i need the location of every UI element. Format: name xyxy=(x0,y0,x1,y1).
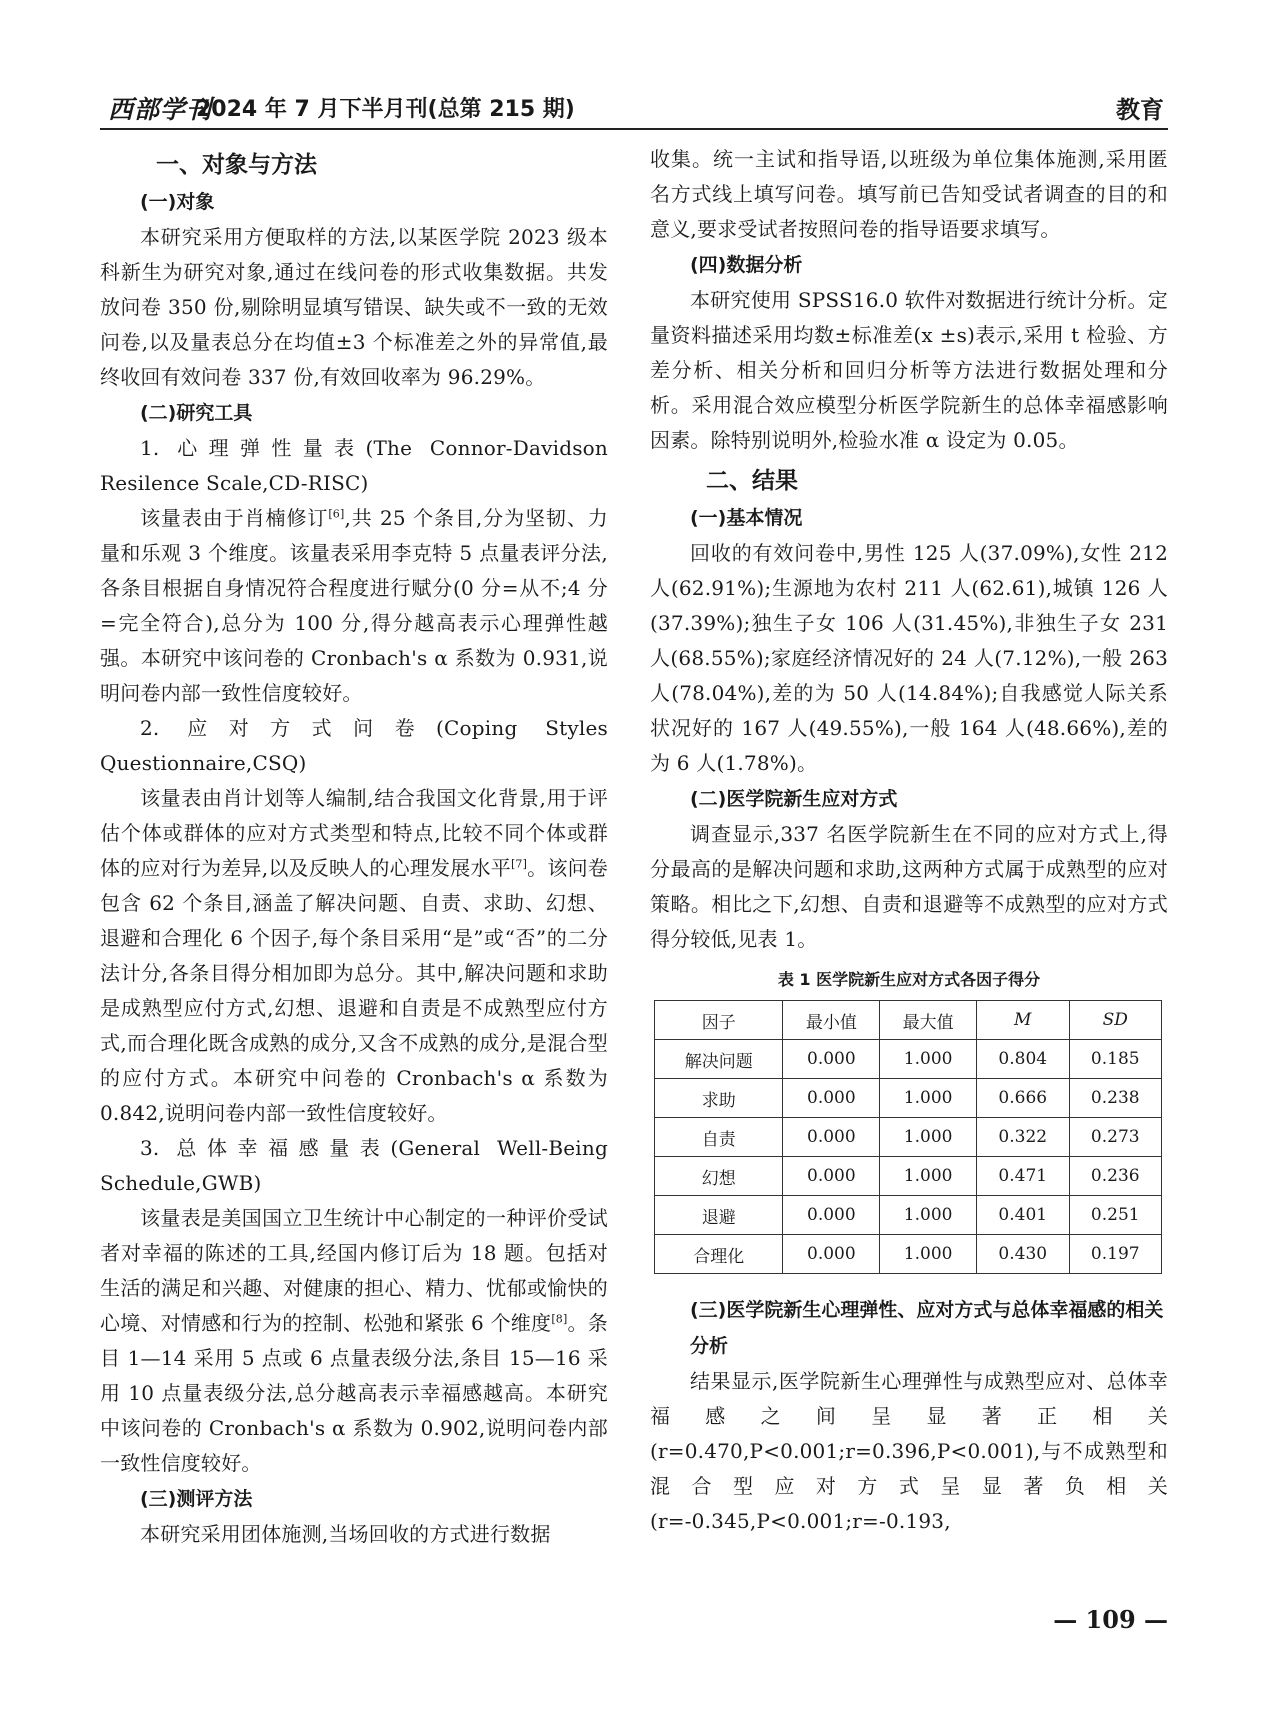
issue-info: 2024 年 7 月下半月刊(总第 215 期) xyxy=(196,97,575,122)
table-cell: 0.197 xyxy=(1069,1235,1162,1274)
table-cell: 求助 xyxy=(655,1079,783,1118)
table-header-row xyxy=(655,1001,1162,1040)
paragraph-coping: 调查显示,337 名医学院新生在不同的应对方式上,得分最高的是解决问题和求助,这两种方式属于成熟型的应对策略。相比之下,幻想、自责和退避等不成熟型的应对方式得分较低,见表 1。 xyxy=(650,822,1168,951)
table-cell: 0.000 xyxy=(783,1196,880,1235)
table-cell: 0.666 xyxy=(977,1079,1069,1118)
paragraph-tool3 xyxy=(100,1201,608,1481)
tool1-body-a: 该量表由于肖楠修订 xyxy=(140,506,329,530)
citation-6[interactable]: [6] xyxy=(328,507,345,521)
paragraph-evaluation-cont: 收集。统一主试和指导语,以班级为单位集体施测,采用匿名方式线上填写问卷。填写前已告知受试者调查的目的和意义,要求受试者按照问卷的指导语要求填写。 xyxy=(650,147,1168,241)
table-cell: 退避 xyxy=(655,1196,783,1235)
subheading-evaluation: (三)测评方法 xyxy=(140,1488,253,1510)
subheading-basic: (一)基本情况 xyxy=(690,507,803,529)
page-number: — 109 — xyxy=(1053,1605,1168,1634)
paragraph-correlation: 结果显示,医学院新生心理弹性与成熟型应对、总体幸福感之间呈显著正相关(r=0.470,P<0.001;r=0.396,P<0.001),与不成熟型和混合型应对方式呈显著负相关(r=-0.345,P<0.001;r=-0.193, xyxy=(650,1369,1168,1533)
tool3-body-b: 。条目 1—14 采用 5 点或 6 点量表级分法,条目 15—16 采用 10 点量表级分法,总分越高表示幸福感越高。本研究中该问卷的 Cronbach's α 系数为 0.902,说明问卷内部一致性信度较好。 xyxy=(100,1311,608,1475)
table-cell: 0.238 xyxy=(1069,1079,1162,1118)
table-cell: 1.000 xyxy=(880,1040,977,1079)
table-cell: 0.185 xyxy=(1069,1040,1162,1079)
table-cell: 0.471 xyxy=(977,1157,1069,1196)
table-cell: 合理化 xyxy=(655,1235,783,1274)
table-row xyxy=(655,1079,1162,1118)
tool1-title: 1. 心理弹性量表(The Connor-Davidson Resilence Scale,CD-RISC) xyxy=(100,436,608,495)
table-cell: 1.000 xyxy=(880,1196,977,1235)
citation-7[interactable]: [7] xyxy=(510,857,528,871)
table-row xyxy=(655,1196,1162,1235)
table-cell: 1.000 xyxy=(880,1235,977,1274)
coping-factor-table xyxy=(654,1000,1162,1274)
table-cell: 0.401 xyxy=(977,1196,1069,1235)
subheading-analysis: (四)数据分析 xyxy=(690,254,803,276)
table-cell: 0.000 xyxy=(783,1157,880,1196)
paragraph-tool1 xyxy=(100,501,608,711)
tool2-body-b: 。该问卷包含 62 个条目,涵盖了解决问题、自责、求助、幻想、退避和合理化 6 个因子,每个条目采用“是”或“否”的二分法计分,各条目得分相加即为总分。其中,解决问题和求助是成熟型应付方式,幻想、退避和自责是不成熟型应付方式,而合理化既含成熟的成分,又含不成熟的成分,是混合型的应付方式。本研究中问卷的 Cronbach's α 系数为 0.842,说明问卷内部一致性信度较好。 xyxy=(100,856,608,1125)
table-cell: 0.000 xyxy=(783,1040,880,1079)
table-cell: 0.804 xyxy=(977,1040,1069,1079)
table-header-cell: 因子 xyxy=(655,1001,783,1040)
tool3-title: 3. 总体幸福感量表(General Well-Being Schedule,GWB) xyxy=(100,1136,608,1195)
table-cell: 1.000 xyxy=(880,1157,977,1196)
table-row xyxy=(655,1157,1162,1196)
header-divider xyxy=(100,128,1168,130)
tool2-body-a: 该量表由肖计划等人编制,结合我国文化背景,用于评估个体或群体的应对方式类型和特点,比较不同个体或群体的应对行为差异,以及反映人的心理发展水平 xyxy=(100,786,608,880)
subheading-correlation: (三)医学院新生心理弹性、应对方式与总体幸福感的相关分析 xyxy=(690,1299,1164,1357)
table-cell: 1.000 xyxy=(880,1079,977,1118)
tool2-title: 2. 应对方式问卷(Coping Styles Questionnaire,CSQ) xyxy=(100,716,608,775)
table-header-cell: 最大值 xyxy=(880,1001,977,1040)
table-header-cell: 最小值 xyxy=(783,1001,880,1040)
paragraph-basic: 回收的有效问卷中,男性 125 人(37.09%),女性 212 人(62.91%);生源地为农村 211 人(62.61),城镇 126 人(37.39%);独生子女 106 人(31.45%),非独生子女 231 人(68.55%);家庭经济情况好的 24 人(7.12%),一般 263 人(78.04%),差的为 50 人(14.84%);自我感觉人际关系状况好的 167 人(49.55%),一般 164 人(48.66%),差的为 6 人(1.78%)。 xyxy=(650,541,1168,775)
journal-logo: 西部学刊 xyxy=(108,95,213,124)
page-header xyxy=(100,86,1168,126)
paragraph-tool2 xyxy=(100,781,608,1131)
paragraph-evaluation: 本研究采用团体施测,当场回收的方式进行数据 xyxy=(140,1522,551,1546)
section-heading-methods: 一、对象与方法 xyxy=(156,152,317,178)
citation-8[interactable]: [8] xyxy=(551,1312,568,1326)
table-cell: 1.000 xyxy=(880,1118,977,1157)
right-column xyxy=(650,142,1168,1539)
subheading-coping: (二)医学院新生应对方式 xyxy=(690,788,898,810)
table-cell: 0.322 xyxy=(977,1118,1069,1157)
table-cell: 0.273 xyxy=(1069,1118,1162,1157)
table-cell: 0.430 xyxy=(977,1235,1069,1274)
table-cell: 自责 xyxy=(655,1118,783,1157)
table-cell: 0.000 xyxy=(783,1118,880,1157)
subheading-subjects: (一)对象 xyxy=(140,191,215,213)
table-row xyxy=(655,1118,1162,1157)
table-cell: 解决问题 xyxy=(655,1040,783,1079)
table-row xyxy=(655,1040,1162,1079)
table-cell: 0.000 xyxy=(783,1235,880,1274)
table-caption: 表 1 医学院新生应对方式各因子得分 xyxy=(777,970,1041,989)
paragraph-subjects: 本研究采用方便取样的方法,以某医学院 2023 级本科新生为研究对象,通过在线问卷的形式收集数据。共发放问卷 350 份,剔除明显填写错误、缺失或不一致的无效问卷,以及量表总分在均值±3 个标准差之外的异常值,最终收回有效问卷 337 份,有效回收率为 96.29%。 xyxy=(100,225,608,389)
paragraph-analysis: 本研究使用 SPSS16.0 软件对数据进行统计分析。定量资料描述采用均数±标准差(x ±s)表示,采用 t 检验、方差分析、相关分析和回归分析等方法进行数据处理和分析。采用混合效应模型分析医学院新生的总体幸福感影响因素。除特别说明外,检验水准 α 设定为 0.05。 xyxy=(650,288,1168,452)
table-row xyxy=(655,1235,1162,1274)
table-cell: 幻想 xyxy=(655,1157,783,1196)
subheading-tools: (二)研究工具 xyxy=(140,402,253,424)
table-cell: 0.251 xyxy=(1069,1196,1162,1235)
tool1-body-b: ,共 25 个条目,分为坚韧、力量和乐观 3 个维度。该量表采用李克特 5 点量表评分法,各条目根据自身情况符合程度进行赋分(0 分=从不;4 分=完全符合),总分为 100 分,得分越高表示心理弹性越强。本研究中该问卷的 Cronbach's α 系数为 0.931,说明问卷内部一致性信度较好。 xyxy=(100,506,608,705)
table-header-cell: SD xyxy=(1069,1001,1162,1040)
table-cell: 0.000 xyxy=(783,1079,880,1118)
section-tag: 教育 xyxy=(1116,96,1164,124)
table-header-cell: M xyxy=(977,1001,1069,1040)
tool3-body-a: 该量表是美国国立卫生统计中心制定的一种评价受试者对幸福的陈述的工具,经国内修订后为 18 题。包括对生活的满足和兴趣、对健康的担心、精力、忧郁或愉快的心境、对情感和行为的控制、松弛和紧张 6 个维度 xyxy=(100,1206,608,1335)
table-cell: 0.236 xyxy=(1069,1157,1162,1196)
left-column xyxy=(100,142,608,1552)
section-heading-results: 二、结果 xyxy=(706,468,798,494)
